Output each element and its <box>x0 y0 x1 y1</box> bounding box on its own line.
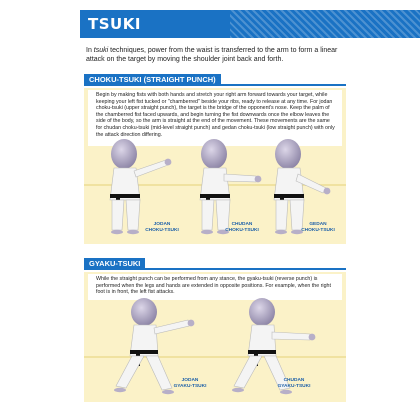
section-rule <box>84 84 346 86</box>
figure-jodan-choku-tsuki <box>110 139 171 234</box>
caption-line-1: GEDAN <box>309 222 327 227</box>
intro-italic: tsuki <box>93 47 109 54</box>
figure-gedan-choku-tsuki <box>274 139 330 234</box>
intro-pre: In <box>86 47 94 54</box>
caption-line-2: CHOKU-TSUKI <box>301 227 335 233</box>
banner-hatch-pattern <box>230 10 420 38</box>
gyaku-tsuki-paragraph: While the straight punch can be performed from any stance, the gyaku-tsuki (reverse punch) is performed when the legs and hands are extended in opposite positions. For example, when the right foot is in front, the left fist attacks. <box>96 276 331 296</box>
section-rule <box>84 268 346 270</box>
caption-line-2: CHOKU-TSUKI <box>145 227 179 233</box>
choku-tsuki-paragraph: Begin by making fists with both hands and stretch your right arm forward towards your target, while keeping your left fist tucked or "chamberred" beside your ribs, ready to release at any time. For jodan choku-tsuki (upper straight punch), the target is the bridge of the opponent's nose. Keep the palm of the chamberred fist faced upwards, and begin turning the fist downwards once the elbow leaves the side of the body, so the arm is straight at the end of the movement. These movements are the same for chudan choku-tsuki (mid-level straight punch) and gedan choku-tsuki (low straight punch) with only the attack direction differing. <box>96 92 335 138</box>
intro-text <box>86 46 344 64</box>
caption-jodan-choku-tsuki <box>142 222 182 233</box>
caption-gedan-choku-tsuki <box>298 222 338 233</box>
section-gyaku-tsuki-title: GYAKU-TSUKI <box>84 258 145 270</box>
section-gyaku-tsuki-header <box>84 258 346 270</box>
page-title: TSUKI <box>88 15 141 33</box>
caption-chudan-choku-tsuki <box>222 222 262 233</box>
caption-line-2: GYAKU-TSUKI <box>277 383 311 389</box>
caption-line-1: JODAN <box>181 378 199 383</box>
section-choku-tsuki-header <box>84 74 346 86</box>
caption-line-1: CHUDAN <box>231 222 253 227</box>
figure-chudan-choku-tsuki <box>200 139 261 234</box>
caption-chudan-gyaku-tsuki <box>274 378 314 389</box>
intro-post: techniques, power from the waist is transferred to the arm to form a linear attack on the target by moving the shoulder joint back and forth. <box>86 47 338 63</box>
caption-line-2: CHOKU-TSUKI <box>225 227 259 233</box>
caption-line-2: GYAKU-TSUKI <box>173 383 207 389</box>
section-choku-tsuki-title: CHOKU-TSUKI (STRAIGHT PUNCH) <box>84 74 221 86</box>
title-banner <box>80 10 420 38</box>
caption-line-1: CHUDAN <box>283 378 305 383</box>
caption-line-1: JODAN <box>153 222 171 227</box>
caption-jodan-gyaku-tsuki <box>170 378 210 389</box>
